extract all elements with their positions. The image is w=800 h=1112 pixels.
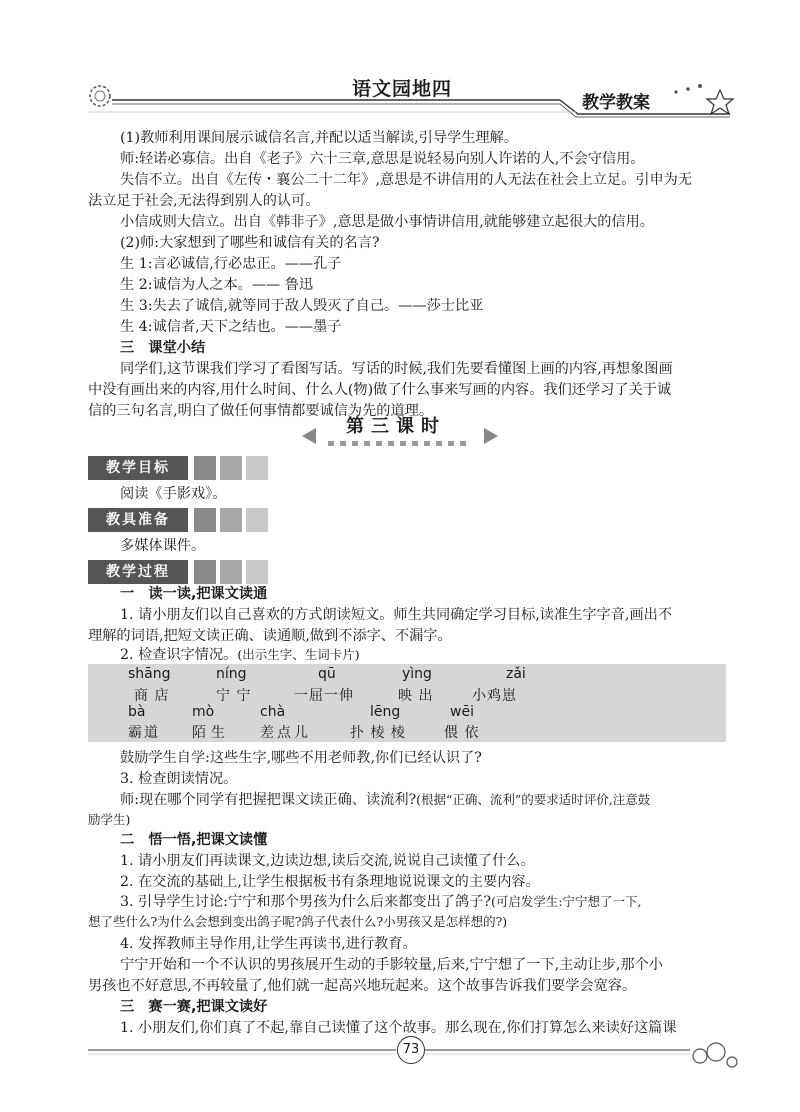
text-line: 3. 检查朗读情况。 (120, 771, 238, 787)
item-note: (可启发学生:宁宁想了一下, (490, 894, 642, 909)
tag-square (220, 560, 242, 584)
prep-text: 多媒体课件。 (120, 538, 206, 554)
vocab-word: 小鸡崽 (472, 688, 517, 704)
header-decoration (0, 0, 800, 140)
goal-text: 阅读《手影戏》。 (120, 486, 227, 502)
page-header-title: 语文园地四 (352, 78, 453, 100)
pinyin: níng (216, 666, 247, 682)
text-line: 同学们,这节课我们学习了看图写话。写话的时候,我们先要看懂图上画的内容,再想象图画 (120, 361, 673, 377)
tag-square (246, 560, 268, 584)
lesson-title: 第三课时 (346, 416, 446, 437)
text-line: 男孩也不好意思,不再较量了,他们就一起高兴地玩起来。这个故事告诉我们要学会宽容。 (88, 978, 637, 994)
teacher-text: 师:现在哪个同学有把握把课文读正确、读流利? (120, 792, 417, 808)
page-number: 73 (397, 1036, 425, 1064)
pinyin: chà (260, 704, 286, 720)
part3-heading: 三 赛一赛,把课文读好 (120, 999, 268, 1015)
star-icon (707, 90, 733, 114)
text-line (120, 645, 360, 665)
item-note: (出示生字、生词卡片) (237, 647, 360, 662)
text-line: 师:轻诺必寡信。出自《老子》六十三章,意思是说轻易向别人许诺的人,不会守信用。 (120, 151, 645, 167)
text-line: 理解的词语,把短文读正确、读通顺,做到不添字、不漏字。 (88, 628, 452, 644)
tag-square (246, 508, 268, 532)
vocabulary-box (88, 664, 726, 742)
text-line: 4. 发挥教师主导作用,让学生再读书,进行教育。 (120, 936, 417, 952)
part1-heading: 一 读一读,把课文读通 (120, 586, 268, 602)
vocab-word: 霸道 (128, 725, 160, 741)
tag-square (194, 560, 216, 584)
text-line: 宁宁开始和一个不认识的男孩展开生动的手影较量,后来,宁宁想了一下,主动让步,那个小 (120, 957, 663, 973)
text-line: 中没有画出来的内容,用什么时间、什么人(物)做了什么事来写画的内容。我们还学习了关于诚 (88, 382, 672, 398)
pinyin: lēng (370, 704, 401, 720)
text-line: 鼓励学生自学:这些生字,哪些不用老师教,你们已经认识了? (120, 750, 482, 766)
text-line (120, 790, 650, 810)
text-line: 1. 请小朋友们再读课文,边读边想,读后交流,说说自己读懂了什么。 (120, 853, 535, 869)
item-main: 2. 检查识字情况。 (120, 647, 238, 663)
page-header-label: 教学教案 (582, 93, 650, 113)
summary-heading: 三 课堂小结 (120, 340, 206, 356)
vocab-word: 宁 宁 (216, 688, 252, 704)
section-tag-process: 教学过程 (88, 560, 188, 584)
pinyin: shāng (128, 666, 171, 682)
vocab-word: 商 店 (134, 688, 170, 704)
vocab-word: 偎 依 (444, 725, 480, 741)
tag-square (246, 456, 268, 480)
pinyin: qū (318, 666, 336, 682)
text-line: 生 4:诚信者,天下之结也。——墨子 (120, 319, 342, 335)
text-line: 1. 请小朋友们以自己喜欢的方式朗读短文。师生共同确定学习目标,读准生字字音,画出不 (120, 607, 673, 623)
bubbles-icon (693, 1043, 737, 1067)
vocab-word: 一屈一伸 (294, 688, 354, 704)
text-line: 励学生) (88, 812, 131, 827)
text-line: (2)师:大家想到了哪些和诚信有关的名言? (120, 235, 380, 251)
pinyin: bà (128, 704, 146, 720)
text-line: 生 3:失去了诚信,就等同于敌人毁灭了自己。——莎士比亚 (120, 298, 484, 314)
vocab-word: 映 出 (398, 688, 434, 704)
item-main: 3. 引导学生讨论:宁宁和那个男孩为什么后来都变出了鸽子? (120, 894, 491, 910)
text-line: 生 1:言必诚信,行必忠正。——孔子 (120, 256, 342, 272)
pinyin: mò (192, 704, 215, 720)
pinyin: zǎi (506, 666, 526, 682)
text-line: 1. 小朋友们,你们真了不起,靠自己读懂了这个故事。那么现在,你们打算怎么来读好这篇课 (120, 1020, 677, 1036)
part2-heading: 二 悟一悟,把课文读懂 (120, 832, 268, 848)
pinyin: wēi (450, 704, 474, 720)
text-line: 生 2:诚信为人之本。—— 鲁迅 (120, 277, 314, 293)
tag-square (194, 508, 216, 532)
text-line: 信的三句名言,明白了做任何事情都要诚信为先的道理。 (88, 403, 434, 419)
section-tag-prep: 教具准备 (88, 508, 188, 532)
text-line: (1)教师利用课间展示诚信名言,并配以适当解读,引导学生理解。 (120, 130, 518, 146)
text-line: 法立足于社会,无法得到别人的认可。 (88, 193, 320, 209)
text-line: 2. 在交流的基础上,让学生根据板书有条理地说说课文的主要内容。 (120, 874, 540, 890)
text-line: 小信成则大信立。出自《韩非子》,意思是做小事情讲信用,就能够建立起很大的信用。 (120, 214, 654, 230)
text-line: 想了些什么?为什么会想到变出鸽子呢?鸽子代表什么?小男孩又是怎样想的?) (88, 914, 508, 929)
tag-square (220, 508, 242, 532)
tag-square (194, 456, 216, 480)
pinyin: yìng (402, 666, 432, 682)
teacher-note: (根据“正确、流利”的要求适时评价,注意鼓 (416, 792, 651, 807)
header-circle-icon (90, 86, 110, 106)
text-line: 失信不立。出自《左传・襄公二十二年》,意思是不讲信用的人无法在社会上立足。引申为无 (120, 172, 693, 188)
tag-square (220, 456, 242, 480)
vocab-word: 陌生 (192, 725, 230, 741)
vocab-word: 差点儿 (260, 725, 311, 741)
section-tag-goal: 教学目标 (88, 456, 188, 480)
vocab-word: 扑 棱 棱 (350, 725, 406, 741)
text-line (120, 892, 642, 912)
